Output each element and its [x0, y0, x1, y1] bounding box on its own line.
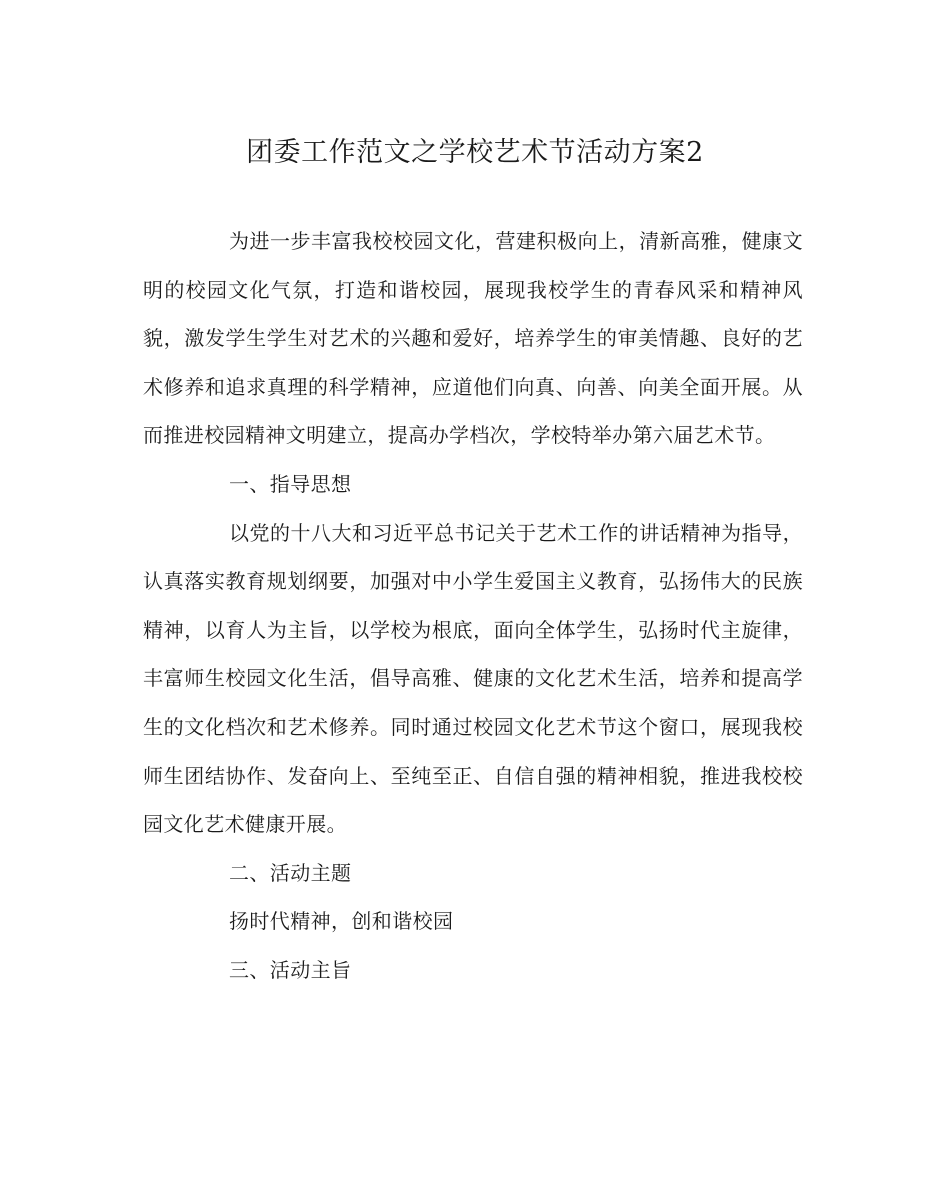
activity-theme-paragraph: 扬时代精神，创和谐校园	[229, 909, 454, 934]
section-heading-activity-purpose: 三、活动主旨	[229, 957, 352, 982]
intro-paragraph: 为进一步丰富我校校园文化，营建积极向上，清新高雅，健康文明的校园文化气氛，打造和谐校园，展现我校学生的青春风采和精神风貌，激发学生学生对艺术的兴趣和爱好，培养学生的审美情趣、良好的艺术修养和追求真理的科学精神，应道他们向真、向善、向美全面开展。从而推进校园精神文明建立，提高办学档次，学校特举办第六届艺术节。	[143, 229, 803, 448]
section-heading-activity-theme: 二、活动主题	[229, 860, 352, 885]
guiding-ideology-paragraph: 以党的十八大和习近平总书记关于艺术工作的讲话精神为指导，认真落实教育规划纲要，加强对中小学生爱国主义教育，弘扬伟大的民族精神，以育人为主旨，以学校为根底，面向全体学生，弘扬时代主旋律，丰富师生校园文化生活，倡导高雅、健康的文化艺术生活，培养和提高学生的文化档次和艺术修养。同时通过校园文化艺术节这个窗口，展现我校师生团结协作、发奋向上、至纯至正、自信自强的精神相貌，推进我校校园文化艺术健康开展。	[143, 520, 803, 837]
section-heading-guiding-ideology: 一、指导思想	[229, 471, 352, 496]
document-title: 团委工作范文之学校艺术节活动方案2	[246, 137, 704, 168]
document-body	[143, 217, 803, 995]
